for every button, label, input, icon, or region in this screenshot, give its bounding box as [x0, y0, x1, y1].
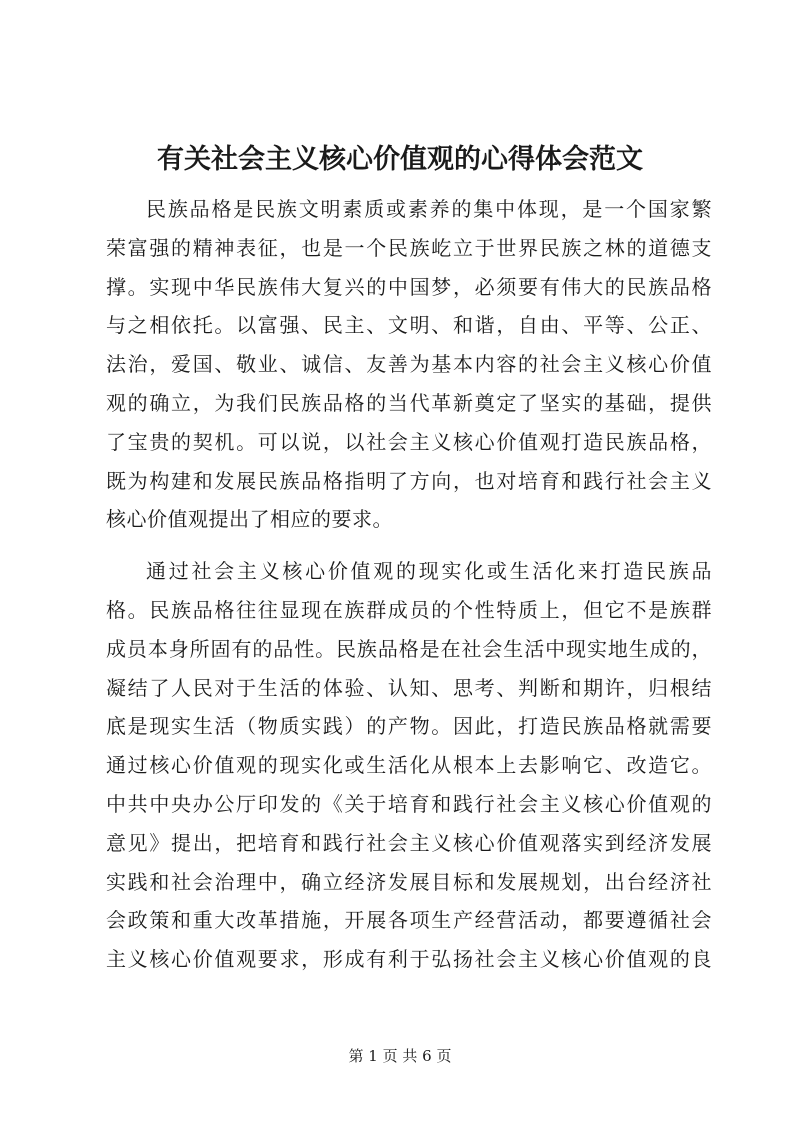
- paragraph-line: 荣富强的精神表征，也是一个民族屹立于世界民族之林的道德支: [106, 235, 712, 260]
- paragraph-line: 核心价值观提出了相应的要求。: [106, 507, 393, 532]
- paragraph-line: 观的确立，为我们民族品格的当代革新奠定了坚实的基础，提供: [106, 390, 712, 415]
- document-title: 有关社会主义核心价值观的心得体会范文: [157, 144, 643, 175]
- paragraph-line: 与之相依托。以富强、民主、文明、和谐，自由、平等、公正、: [106, 313, 712, 338]
- paragraph-line: 意见》提出，把培育和践行社会主义核心价值观落实到经济发展: [106, 830, 712, 855]
- paragraph-2: [106, 552, 712, 979]
- paragraph-line: 撑。实现中华民族伟大复兴的中国梦，必须要有伟大的民族品格: [106, 274, 712, 299]
- paragraph-line: 民族品格是民族文明素质或素养的集中体现，是一个国家繁: [146, 197, 712, 221]
- paragraph-line: 底是现实生活（物质实践）的产物。因此，打造民族品格就需要: [106, 714, 712, 739]
- document-body: [106, 190, 712, 979]
- paragraph-line: 会政策和重大改革措施，开展各项生产经营活动，都要遵循社会: [106, 908, 712, 933]
- paragraph-line: 了宝贵的契机。可以说，以社会主义核心价值观打造民族品格，: [106, 429, 712, 454]
- paragraph-1: [106, 190, 712, 539]
- paragraph-line: 通过社会主义核心价值观的现实化或生活化来打造民族品: [146, 559, 712, 584]
- paragraph-line: 主义核心价值观要求，形成有利于弘扬社会主义核心价值观的良: [106, 947, 712, 972]
- paragraph-line: 凝结了人民对于生活的体验、认知、思考、判断和期许，归根结: [106, 675, 712, 700]
- paragraph-line: 法治，爱国、敬业、诚信、友善为基本内容的社会主义核心价值: [106, 352, 712, 377]
- paragraph-line: 既为构建和发展民族品格指明了方向，也对培育和践行社会主义: [106, 468, 712, 493]
- paragraph-line: 实践和社会治理中，确立经济发展目标和发展规划，出台经济社: [106, 869, 712, 894]
- paragraph-line: 成员本身所固有的品性。民族品格是在社会生活中现实地生成的，: [106, 636, 712, 661]
- paragraph-line: 中共中央办公厅印发的《关于培育和践行社会主义核心价值观的: [106, 791, 712, 816]
- paragraph-line: 格。民族品格往往显现在族群成员的个性特质上，但它不是族群: [106, 597, 712, 622]
- paragraph-line: 通过核心价值观的现实化或生活化从根本上去影响它、改造它。: [106, 753, 712, 778]
- page-number-footer: 第 1 页 共 6 页: [348, 1047, 452, 1065]
